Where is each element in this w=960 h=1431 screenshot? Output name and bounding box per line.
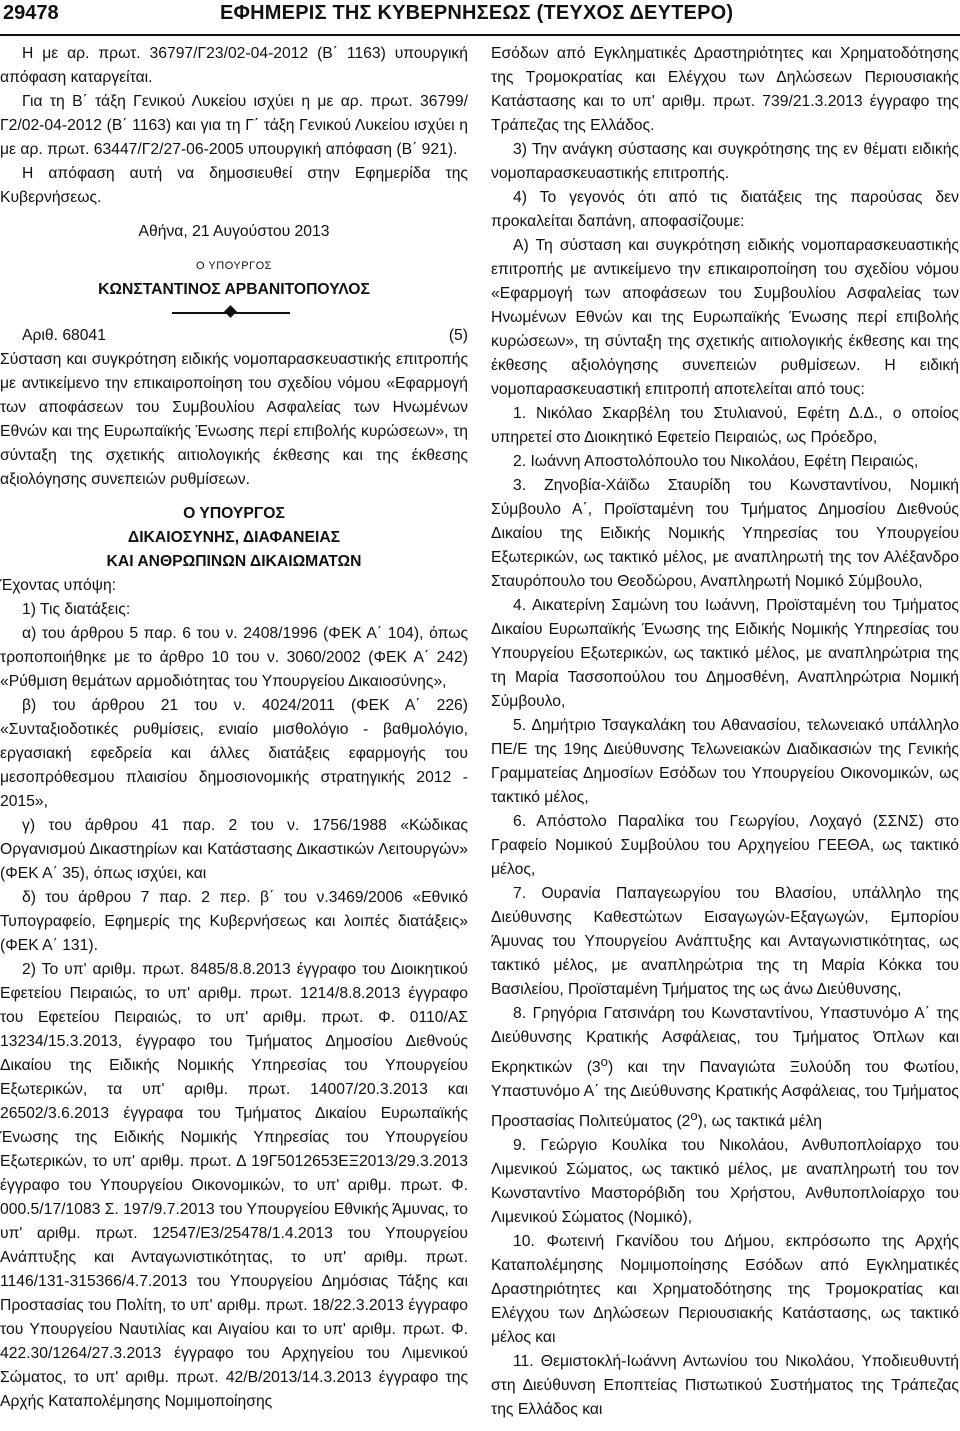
left-column — [0, 42, 468, 1414]
paragraph: α) του άρθρου 5 παρ. 6 του ν. 2408/1996 (ΦΕΚ Α΄ 104), όπως τροποποιήθηκε με το άρθρο 10 του ν. 3060/2002 (ΦΕΚ Α΄ 242) «Ρύθμιση θεμάτων αρμοδιότητας του Υπουργείου Δικαιοσύνης», — [0, 625, 468, 690]
section-divider — [0, 302, 468, 324]
member-item: 7. Ουρανία Παπαγεωργίου του Βλασίου, υπάλληλο της Διεύθυνσης Καθεστώτων Εισαγωγών‑Εξαγωγών, Εμπορίου Άμυνας του Υπουργείου Ανάπτυξης και Ανταγωνιστικότητας, ως τακτικό μέλος, με αναπληρώτρια της τη Μαρία Κόκκα του Βασιλείου, Προϊσταμένη Τμήματος της ως άνω Διεύθυνσης, — [491, 885, 959, 998]
paragraph: 4) Το γεγονός ότι από τις διατάξεις της παρούσας δεν προκαλείται δαπάνη, αποφασίζουμε: — [491, 189, 959, 230]
member-item: 4. Αικατερίνη Σαμώνη του Ιωάννη, Προϊσταμένη του Τμήματος Δικαίου Ευρωπαϊκής Ένωσης της Ειδικής Νομικής Υπηρεσίας του Υπουργείου Εξωτερικών, ως τακτικό μέλος, με αναπληρώτρια της τη Μαρία Τασσοπούλου του Δημοσθένη, Αναπληρώτρια Νομική Σύμβουλο, — [491, 597, 959, 710]
heading-line: ΚΑΙ ΑΝΘΡΩΠΙΝΩΝ ΔΙΚΑΙΩΜΑΤΩΝ — [106, 553, 362, 570]
paragraph: Εσόδων από Εγκληματικές Δραστηριότητες και Χρηματοδότησης της Τρομοκρατίας και Ελέγχου των Δηλώσεων Περιουσιακής Κατάστασης και το υπ' αριθμ. πρωτ. 739/21.3.2013 έγγραφο της Τράπεζας της Ελλάδος. — [491, 45, 959, 134]
decision-index: (5) — [448, 327, 468, 344]
page-header — [0, 0, 960, 36]
paragraph: Έχοντας υπόψη: — [0, 577, 117, 594]
paragraph: β) του άρθρου 21 του ν. 4024/2011 (ΦΕΚ Α΄ 226) «Συνταξιοδοτικές ρυθμίσεις, ενιαίο μισθολόγιο ‑ βαθμολόγιο, εργασιακή εφεδρεία και άλλες διατάξεις εφαρμογής του μεσοπρόθεσμου πλαισίου δημοσιονομικής στρατηγικής 2012 ‑ 2015», — [0, 697, 468, 810]
member-item: 2. Ιωάννη Αποστολόπουλο του Νικολάου, Εφέτη Πειραιώς, — [513, 453, 919, 470]
gazette-title: ΕΦΗΜΕΡΙΣ ΤΗΣ ΚΥΒΕΡΝΗΣΕΩΣ (ΤΕΥΧΟΣ ΔΕΥΤΕΡΟ) — [220, 2, 734, 24]
heading-line: Ο ΥΠΟΥΡΓΟΣ — [183, 505, 285, 522]
paragraph: 2) Το υπ' αριθμ. πρωτ. 8485/8.8.2013 έγγραφο του Διοικητικού Εφετείου Πειραιώς, το υπ' αριθμ. πρωτ. 1214/8.8.2013 έγγραφο του Εφετείου Πειραιώς, το υπ' αριθμ. πρωτ. Φ. 0110/ΑΣ 13234/15.3.2013, έγγραφο του Τμήματος Δημοσίου Διεθνούς Δικαίου της Ειδικής Νομικής Υπηρεσίας του Υπουργείου Εξωτερικών, τα υπ' αριθμ. πρωτ. 14007/20.3.2013 και 26502/3.6.2013 έγγραφα του Τμήματος Δικαίου Ευρωπαϊκής Ένωσης της Ειδικής Νομικής Υπηρεσίας του Υπουργείου Εξωτερικών, το υπ' αριθμ. πρωτ. Δ 19Γ5012653ΕΞ2013/29.3.2013 έγγραφο του Υπουργείου Οικονομικών, το υπ' αριθμ. πρωτ. Φ. 000.5/17/1083 Σ. 197/9.7.2013 του Υπουργείου Εθνικής Άμυνας, το υπ' αριθμ. πρωτ. 12547/Ε3/25478/1.4.2013 του Υπουργείου Ανάπτυξης και Ανταγωνιστικότητας, το υπ' αριθμ. πρωτ. 1146/131‑315366/4.7.2013 του Υπουργείου Δημόσιας Τάξης και Προστασίας του Πολίτη, το υπ' αριθμ. πρωτ. 18/22.3.2013 έγγραφο του Υπουργείου Ναυτιλίας και Αιγαίου και το υπ' αριθμ. πρωτ. Φ. 422.30/1264/27.3.2013 έγγραφο του Αρχηγείου του Λιμενικού Σώματος, το υπ' αριθμ. πρωτ. 42/Β/2013/14.3.2013 έγγραφο της Αρχής Καταπολέμησης Νομιμοποίησης — [0, 961, 468, 1410]
paragraph: γ) του άρθρου 41 παρ. 2 του ν. 1756/1988 «Κώδικας Οργανισμού Δικαστηρίων και Κατάστασης Δικαστικών Λειτουργών» (ΦΕΚ Α΄ 35), όπως ισχύει, και — [0, 817, 468, 882]
paragraph: Για τη Β΄ τάξη Γενικού Λυκείου ισχύει η με αρ. πρωτ. 36799/Γ2/02‑04‑2012 (Β΄ 1163) και για τη Γ΄ τάξη Γενικού Λυκείου ισχύει η με αρ. πρωτ. 63447/Γ2/27‑06‑2005 υπουργική απόφαση (Β΄ 921). — [0, 93, 468, 158]
paragraph: Η με αρ. πρωτ. 36797/Γ23/02‑04‑2012 (Β΄ 1163) υπουργική απόφαση καταργείται. — [0, 45, 468, 86]
paragraph: Η απόφαση αυτή να δημοσιευθεί στην Εφημερίδα της Κυβερνήσεως. — [0, 165, 468, 206]
right-column — [491, 42, 959, 1422]
paragraph: Α) Τη σύσταση και συγκρότηση ειδικής νομοπαρασκευαστικής επιτροπής με αντικείμενο την επικαιροποίηση του σχεδίου νόμου «Εφαρμογή των αποφάσεων του Συμβουλίου Ασφαλείας των Ηνωμένων Εθνών και της Ευρωπαϊκής Ένωσης περί επιβολής κυρώσεων», τη σύνταξη της σχετικής αιτιολογικής έκθεσης και της έκθεσης αξιολόγησης συνεπειών ρυθμίσεων. Η ειδική νομοπαρασκευαστική επιτροπή αποτελείται από τους: — [491, 237, 959, 398]
member-item: 6. Απόστολο Παραλίκα του Γεωργίου, Λοχαγό (ΣΣΝΣ) στο Γραφείο Νομικού Συμβούλου του Αρχηγείου ΓΕΕΘΑ, ως τακτικό μέλος, — [491, 813, 959, 878]
decision-title: Σύσταση και συγκρότηση ειδικής νομοπαρασκευαστικής επιτροπής με αντικείμενο την επικαιροποίηση του σχεδίου νόμου «Εφαρμογή των αποφάσεων του Συμβουλίου Ασφαλείας των Ηνωμένων Εθνών και της Ευρωπαϊκής Ένωσης περί επιβολής κυρώσεων», τη σύνταξη της σχετικής αιτιολογικής έκθεσης και της έκθεσης αξιολόγησης συνεπειών ρυθμίσεων. — [0, 351, 468, 488]
member-item: 3. Ζηνοβία‑Χάϊδω Σταυρίδη του Κωνσταντίνου, Νομική Σύμβουλο Α΄, Προϊσταμένη του Τμήματος Δημοσίου Διεθνούς Δικαίου της Ειδικής Νομικής Υπηρεσίας του Υπουργείου Εξωτερικών, ως τακτικό μέλος, με αναπληρωτή της τον Αλέξανδρο Σταυρόπουλο του Θεοδώρου, Αναπληρωτή Νομικό Σύμβουλο, — [491, 477, 959, 590]
member-item: 1. Νικόλαο Σκαρβέλη του Στυλιανού, Εφέτη Δ.Δ., ο οποίος υπηρετεί στο Διοικητικό Εφετείο Πειραιώς, ως Πρόεδρο, — [491, 405, 959, 446]
diamond-icon — [224, 305, 237, 318]
paragraph: δ) του άρθρου 7 παρ. 2 περ. β΄ του ν.3469/2006 «Εθνικό Τυπογραφείο, Εφημερίς της Κυβερνήσεως και λοιπές διατάξεις» (ΦΕΚ Α΄ 131). — [0, 889, 468, 954]
minister-label: Ο ΥΠΟΥΡΓΟΣ — [196, 260, 272, 272]
paragraph: 1) Τις διατάξεις: — [22, 601, 131, 618]
heading-line: ΔΙΚΑΙΟΣΥΝΗΣ, ΔΙΑΦΑΝΕΙΑΣ — [127, 529, 341, 546]
date-line: Αθήνα, 21 Αυγούστου 2013 — [138, 223, 330, 240]
minister-name: ΚΩΝΣΤΑΝΤΙΝΟΣ ΑΡΒΑΝΙΤΟΠΟΥΛΟΣ — [98, 281, 370, 298]
header-rule — [0, 34, 960, 36]
member-item: 8. Γρηγόρια Γατσινάρη του Κωνσταντίνου, Υπαστυνόμο Α΄ της Διεύθυνσης Κρατικής Ασφάλειας, του Τμήματος Όπλων και Εκρηκτικών $(3^o)$ και την Παναγιώτα Ξυλούδη του Φωτίου, Υπαστυνόμο Α΄ της Διεύθυνσης Κρατικής Ασφάλειας, του Τμήματος Προστασίας Πολιτεύματος $(2^o)$, ως τακτικά μέλη — [491, 1005, 959, 1131]
member-item: 10. Φωτεινή Γκανίδου του Δήμου, εκπρόσωπο της Αρχής Καταπολέμησης Νομιμοποίησης Εσόδων από Εγκληματικές Δραστηριότητες και Χρηματοδότησης της Τρομοκρατίας και Ελέγχου των Δηλώσεων Περιουσιακής Κατάστασης, ως τακτικό μέλος και — [491, 1233, 959, 1347]
member-item: 9. Γεώργιο Κουλίκα του Νικολάου, Ανθυποπλοίαρχο του Λιμενικού Σώματος, ως τακτικό μέλος, με αναπληρωτή του τον Κωνσταντίνο Μαστορόβιδη του Χρήστου, Ανθυποπλοίαρχο του Λιμενικού Σώματος (Νομικό), — [491, 1137, 959, 1227]
decision-header — [0, 324, 468, 348]
page-number: 29478 — [3, 2, 59, 24]
member-item: 11. Θεμιστοκλή‑Ιωάννη Αντωνίου του Νικολάου, Υποδιευθυντή στη Διεύθυνση Εποπτείας Πιστωτικού Συστήματος της Τράπεζας της Ελλάδος και — [491, 1353, 959, 1419]
paragraph: 3) Την ανάγκη σύστασης και συγκρότησης της εν θέματι ειδικής νομοπαρασκευαστικής επιτροπής. — [491, 141, 959, 182]
member-item: 5. Δημήτριο Τσαγκαλάκη του Αθανασίου, τελωνειακό υπάλληλο ΠΕ/Ε της 19ης Διεύθυνσης Τελωνειακών Διαδικασιών της Γενικής Γραμματείας Δημοσίων Εσόδων του Υπουργείου Οικονομικών, ως τακτικό μέλος, — [491, 717, 959, 806]
decision-number: Αριθ. 68041 — [22, 327, 106, 344]
